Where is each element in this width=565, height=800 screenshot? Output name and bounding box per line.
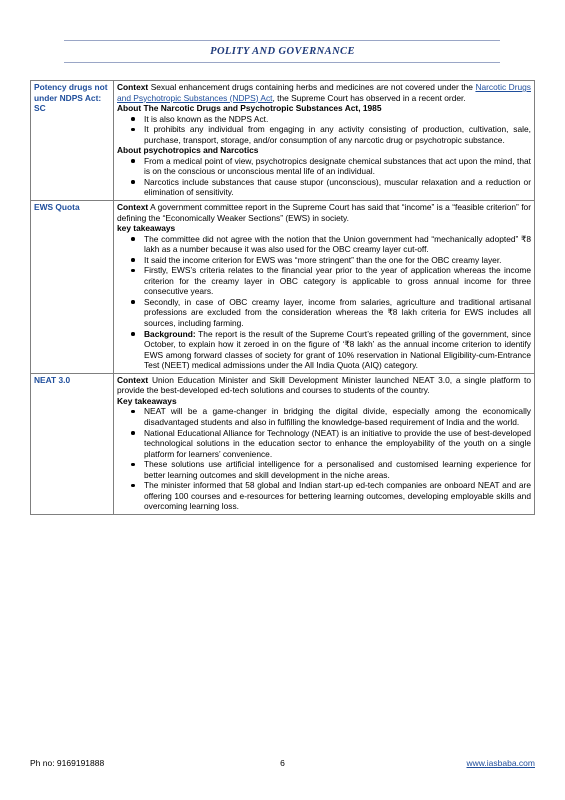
- background-text: The report is the result of the Supreme Court’s repeated grilling of the government, since October, to explain how it zeroed in on the figure of ‘₹8 lakh’ as the annual income criterion to identify EWS among forward classes of society for grant of 10% reservation in National Eligibility-cum-Entrance Test (NEET) medical admissions under the All India Quota (AIQ) category.: [144, 328, 531, 371]
- footer-page-number: 6: [280, 758, 285, 768]
- list-item: These solutions use artificial intelligence for a personalised and customised learning experience for better learning outcomes and skill development in the niche areas.: [137, 459, 531, 480]
- list-item: It is also known as the NDPS Act.: [137, 114, 531, 125]
- section-heading: About The Narcotic Drugs and Psychotropic Substances Act, 1985: [117, 103, 382, 114]
- header-top-rule: [64, 40, 500, 41]
- context-text: A government committee report in the Supreme Court has said that “income” is a “feasible criterion” for defining the “Economically Weaker Sections” (EWS) in society.: [117, 202, 531, 223]
- background-label: Background:: [144, 328, 196, 339]
- context-text: , the Supreme Court has observed in a recent order.: [272, 92, 466, 103]
- list-item: NEAT will be a game-changer in bridging the digital divide, especially among the economically disadvantaged students and also in fulfilling the knowledge-based requirement of India and the world.: [137, 406, 531, 427]
- context-text: Sexual enhancement drugs containing herbs and medicines are not covered under the: [148, 82, 476, 92]
- list-item: It said the income criterion for EWS was “more stringent” than the one for the OBC creamy layer.: [137, 255, 531, 266]
- context-paragraph: [117, 202, 531, 223]
- list-item: [137, 329, 531, 371]
- footer-phone: Ph no: 9169191888: [30, 758, 105, 768]
- table-row: [31, 373, 535, 514]
- topic-cell: Potency drugs not under NDPS Act: SC: [31, 81, 114, 201]
- bullet-list: [117, 234, 531, 371]
- footer-website-link[interactable]: www.iasbaba.com: [466, 758, 535, 768]
- ndps-act-link[interactable]: Narcotic Drugs and Psychotropic Substances (NDPS) Act: [117, 82, 531, 103]
- context-text: Union Education Minister and Skill Development Minister launched NEAT 3.0, a single platform to provide the best-developed ed-tech solutions and courses to students of the country.: [117, 374, 531, 396]
- context-label: Context: [117, 202, 149, 213]
- table-row: [31, 81, 535, 201]
- section-heading: Key takeaways: [117, 395, 177, 406]
- list-item: National Educational Alliance for Technology (NEAT) is an initiative to provide the use of best-developed technological solutions in the education sector to enhance the employability of the youth on a single platform for learners’ convenience.: [137, 428, 531, 460]
- list-item: The minister informed that 58 global and Indian start-up ed-tech companies are onboard NEAT and are offering 100 courses and e-resources for bettering learning outcomes, developing employable skills and overcoming learning loss.: [137, 480, 531, 512]
- topics-table: [30, 80, 535, 515]
- list-item: Firstly, EWS’s criteria relates to the financial year prior to the year of application whereas the income criterion for the creamy layer in OBC category is applicable to gross annual income for three consecutive years.: [137, 265, 531, 297]
- table-row: [31, 201, 535, 374]
- list-item: Narcotics include substances that cause stupor (unconscious), muscular relaxation and a reduction or elimination of sensitivity.: [137, 177, 531, 198]
- header-bottom-rule: [64, 62, 500, 63]
- topic-cell: NEAT 3.0: [31, 373, 114, 514]
- bullet-list: [117, 406, 531, 511]
- context-paragraph: [117, 82, 531, 103]
- section-heading: About psychotropics and Narcotics: [117, 145, 259, 156]
- content-cell: [114, 81, 535, 201]
- content-cell: [114, 373, 535, 514]
- topic-cell: EWS Quota: [31, 201, 114, 374]
- section-heading: key takeaways: [117, 223, 176, 234]
- bullet-list: [117, 156, 531, 198]
- context-label: Context: [117, 82, 149, 92]
- context-paragraph: [117, 375, 531, 396]
- bullet-list: [117, 114, 531, 146]
- list-item: Secondly, in case of OBC creamy layer, income from salaries, agriculture and traditional artisanal professions are excluded from the consideration whereas the ₹8 lakh criteria for EWS includes all sources, including farming.: [137, 297, 531, 329]
- context-label: Context: [117, 374, 149, 385]
- list-item: The committee did not agree with the notion that the Union government had “mechanically adopted” ₹8 lakh as a number because it was also used for the OBC creamy layer cut-off.: [137, 234, 531, 255]
- list-item: It prohibits any individual from engaging in any activity consisting of production, cultivation, sale, purchase, transport, storage, and/or consumption of any narcotic drug or psychotropic substance.: [137, 124, 531, 145]
- content-cell: [114, 201, 535, 374]
- page-header-title: POLITY AND GOVERNANCE: [210, 46, 355, 57]
- list-item: From a medical point of view, psychotropics designate chemical substances that act upon the mind, that is on the conscious or unconscious mental life of an individual.: [137, 156, 531, 177]
